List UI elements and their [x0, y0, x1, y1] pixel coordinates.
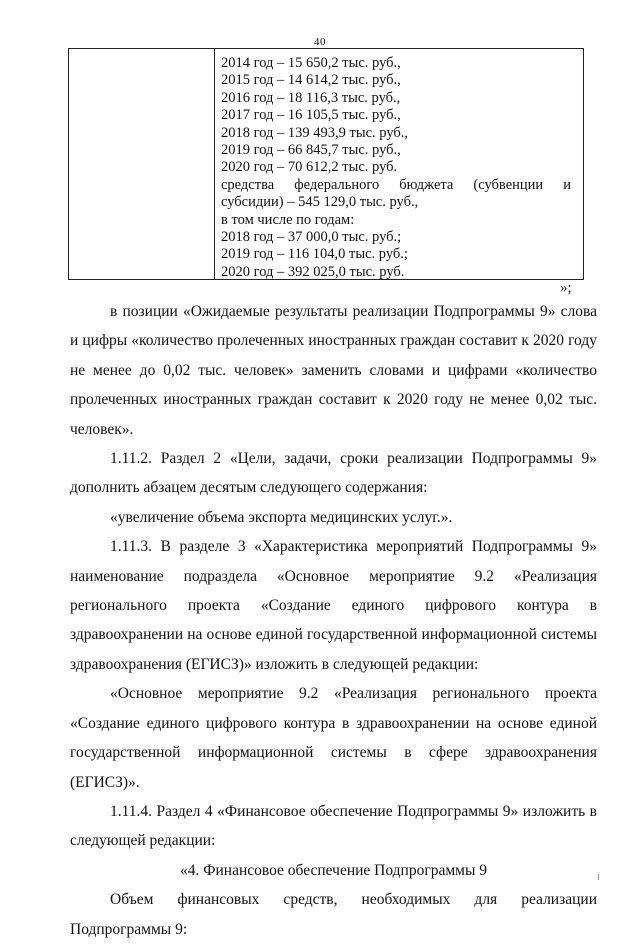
table-line: средства федерального бюджета (субвенции и [221, 176, 571, 193]
table-line: субсидии) – 545 129,0 тыс. руб., [221, 194, 419, 211]
page-number: 40 [314, 36, 326, 48]
table-closing-quote: »; [560, 280, 572, 296]
paragraph-financing: Объем финансовых средств, необходимых для реализации Подпрограммы 9: [70, 891, 597, 938]
table-line: 2020 год – 392 025,0 тыс. руб. [221, 263, 405, 280]
table-line: 2020 год – 70 612,2 тыс. руб. [221, 159, 398, 176]
table-line: 2019 год – 66 845,7 тыс. руб., [221, 142, 401, 159]
table-line: 2017 год – 16 105,5 тыс. руб., [221, 107, 401, 124]
table-line: 2019 год – 116 104,0 тыс. руб.; [221, 246, 408, 263]
paragraph-1-11-2: 1.11.2. Раздел 2 «Цели, задачи, сроки реализации Подпрограммы 9» дополнить абзацем десятым следующего содержания: [70, 450, 597, 497]
paragraph-expected-results: в позиции «Ожидаемые результаты реализации Подпрограммы 9» слова и цифры «количество пролеченных иностранных граждан составит к 2020 году не менее до 0,02 тыс. человек» заменить словами и цифрами «количество пролеченных иностранных граждан составит к 2020 году не менее 0,02 тыс. человек». [70, 303, 597, 438]
table-column-divider [214, 49, 215, 279]
table-line: 2018 год – 37 000,0 тыс. руб.; [221, 229, 402, 246]
table-line: 2016 год – 18 116,3 тыс. руб., [221, 89, 401, 106]
paragraph-1-11-3: 1.11.3. В разделе 3 «Характеристика мероприятий Подпрограммы 9» наименование подраздела «Основное мероприятие 9.2 «Реализация регионального проекта «Создание единого цифрового контура в здравоохранении на основе единой государственной информационной системы здравоохранения (ЕГИСЗ)» изложить в следующей редакции: [70, 538, 597, 673]
document-body [70, 297, 597, 944]
funding-table [68, 48, 584, 280]
table-line: 2014 год – 15 650,2 тыс. руб., [221, 55, 401, 71]
section-4-heading: «4. Финансовое обеспечение Подпрограммы 9 [179, 861, 487, 879]
scan-mark [598, 874, 599, 880]
paragraph-export-quote: «увеличение объема экспорта медицинских услуг.». [110, 508, 453, 526]
table-line: 2018 год – 139 493,9 тыс. руб., [221, 124, 409, 141]
funding-cell [221, 55, 571, 281]
paragraph-main-activity: «Основное мероприятие 9.2 «Реализация регионального проекта «Создание единого цифрового контура в здравоохранении на основе единой государственной информационной системы в сфере здравоохранения (ЕГИСЗ)». [70, 685, 597, 791]
table-line: в том числе по годам: [221, 211, 355, 228]
paragraph-1-11-4: 1.11.4. Раздел 4 «Финансовое обеспечение Подпрограммы 9» изложить в следующей редакции: [70, 802, 597, 850]
table-line: 2015 год – 14 614,2 тыс. руб., [221, 72, 401, 89]
